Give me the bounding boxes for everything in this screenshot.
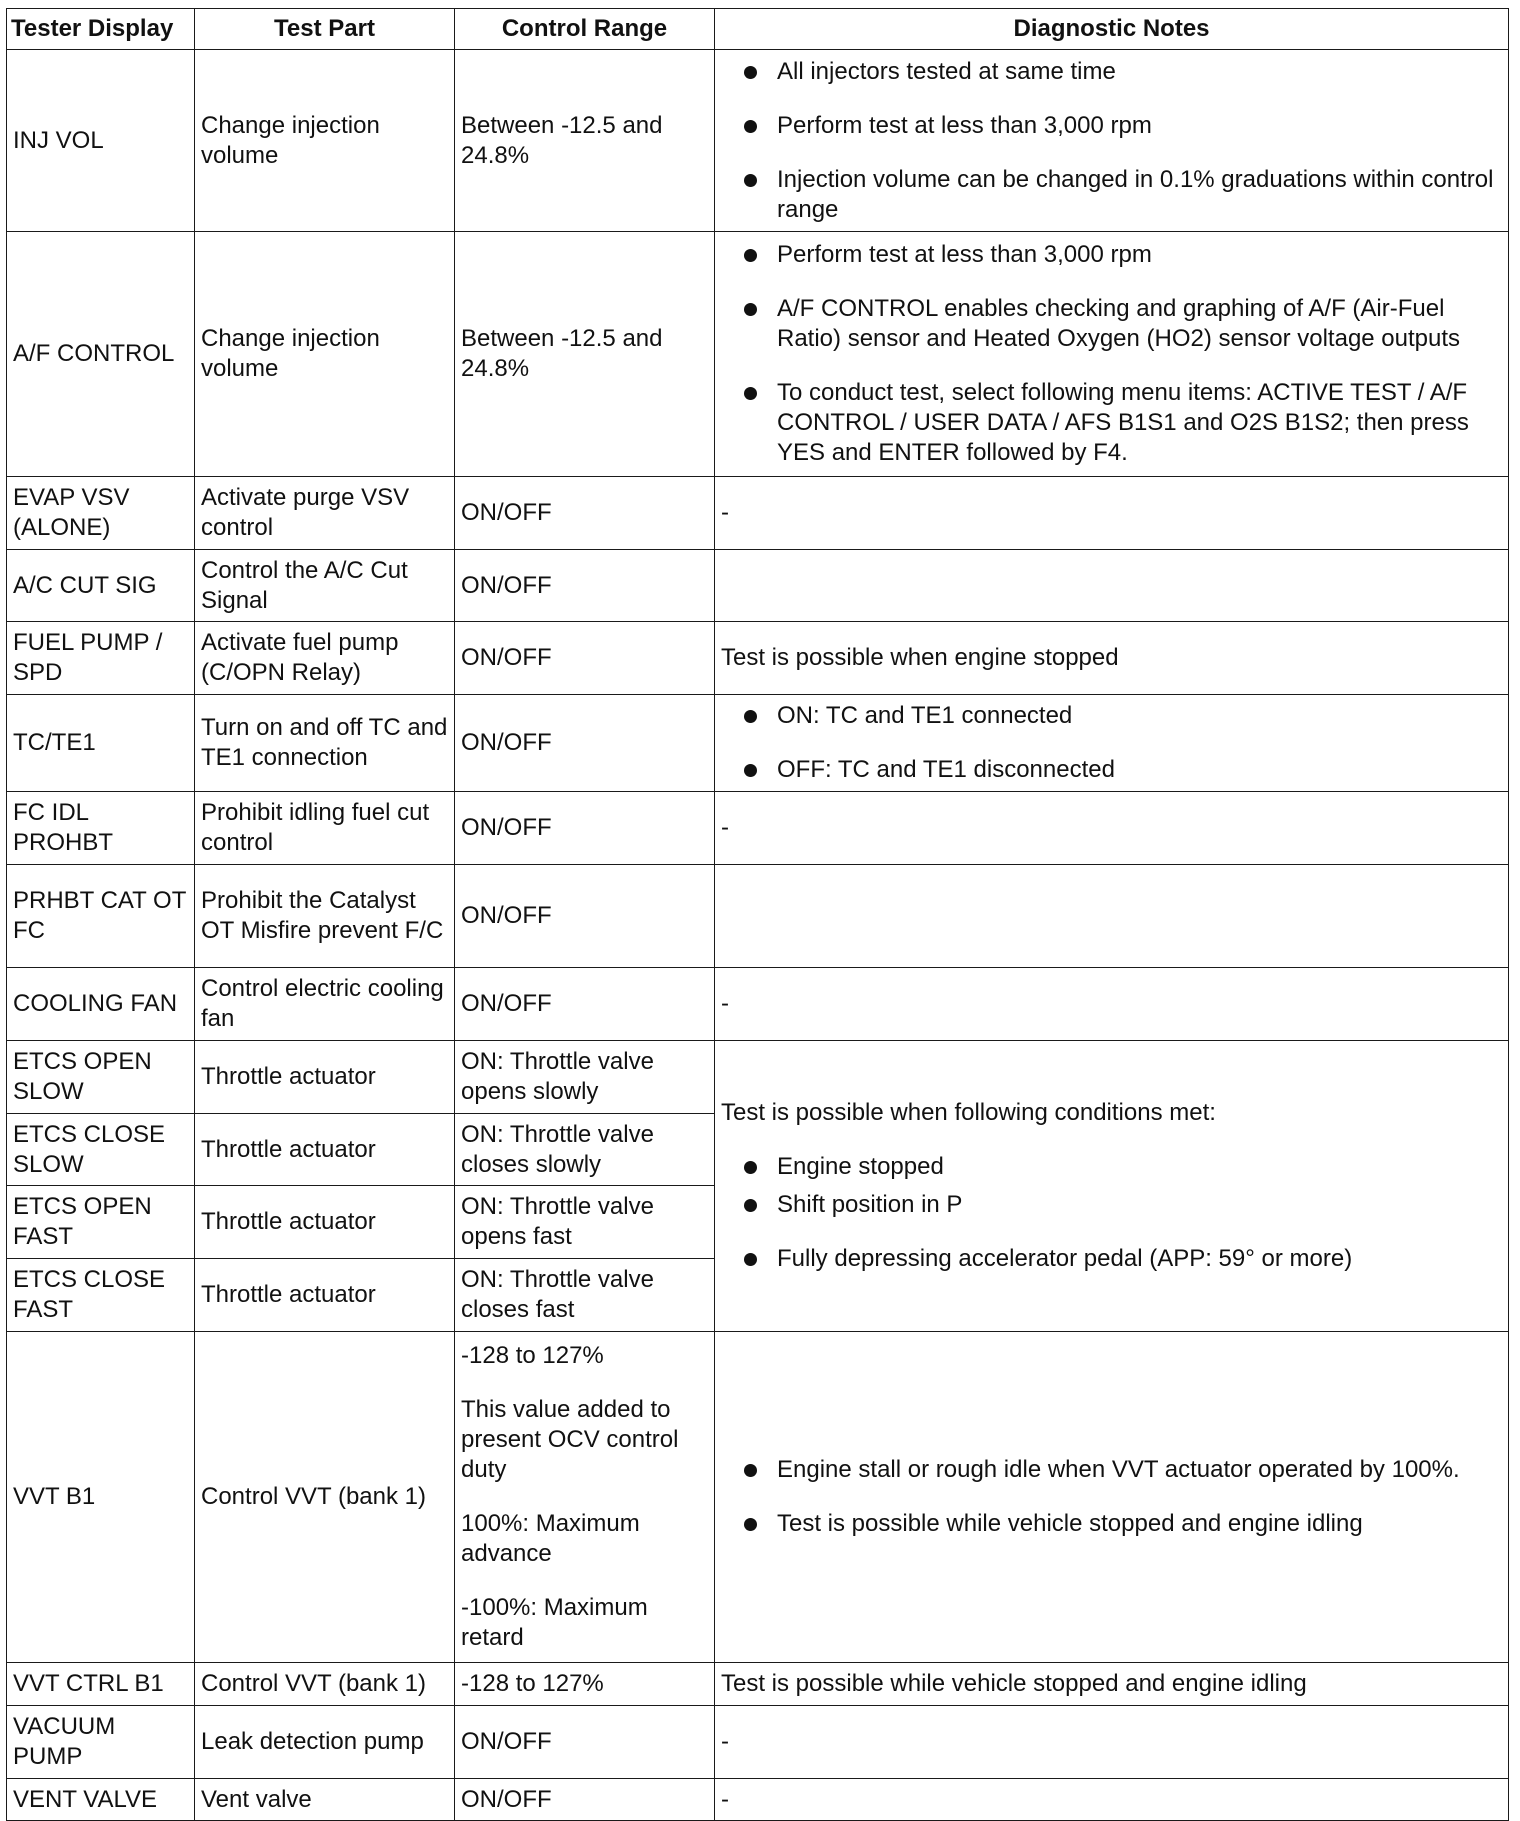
table-row [7,695,1509,792]
table-row [7,232,1509,477]
note-text: OFF: TC and TE1 disconnected [777,756,1115,783]
cell-test-part: Throttle actuator [195,1259,455,1332]
cell-test-part: Throttle actuator [195,1041,455,1114]
cell-diagnostic-notes [715,1041,1509,1332]
bullet-icon [744,387,757,400]
note-text: Injection volume can be changed in 0.1% graduations within control range [777,165,1494,223]
cell-control-range: ON: Throttle valve opens fast [455,1186,715,1259]
list-item [721,1455,1502,1485]
cell-tester-display: ETCS OPEN FAST [7,1186,195,1259]
cell-tester-display: FC IDL PROHBT [7,792,195,865]
cell-test-part: Prohibit idling fuel cut control [195,792,455,865]
cell-tester-display: VENT VALVE [7,1779,195,1821]
cell-test-part: Prohibit the Catalyst OT Misfire prevent F/C [195,865,455,968]
cell-control-range: ON/OFF [455,1779,715,1821]
cell-diagnostic-notes [715,550,1509,622]
cell-test-part: Control electric cooling fan [195,968,455,1041]
cell-diagnostic-notes [715,865,1509,968]
cell-tester-display: ETCS CLOSE SLOW [7,1114,195,1186]
cell-test-part: Control the A/C Cut Signal [195,550,455,622]
cell-tester-display: PRHBT CAT OT FC [7,865,195,968]
list-item [721,165,1502,225]
cell-control-range: ON/OFF [455,865,715,968]
cell-control-range: ON/OFF [455,792,715,865]
cell-test-part: Turn on and off TC and TE1 connection [195,695,455,792]
bullet-icon [744,1518,757,1531]
cell-control-range [455,1332,715,1663]
table-row [7,792,1509,865]
cell-diagnostic-notes [715,1332,1509,1663]
cell-tester-display: EVAP VSV (ALONE) [7,477,195,550]
cell-control-range: ON/OFF [455,477,715,550]
list-item [721,755,1502,785]
range-line: 100%: Maximum advance [461,1510,640,1567]
cell-diagnostic-notes: Test is possible when engine stopped [715,622,1509,695]
cell-diagnostic-notes: - [715,968,1509,1041]
cell-control-range: Between -12.5 and 24.8% [455,50,715,232]
notes-list [721,57,1502,225]
cell-test-part: Activate fuel pump (C/OPN Relay) [195,622,455,695]
bullet-icon [744,66,757,79]
active-test-table [6,8,1509,1821]
note-text: To conduct test, select following menu items: ACTIVE TEST / A/F CONTROL / USER DATA / AFS B1S1 and O2S B1S2; then press YES and ENTER followed by F4. [777,379,1469,466]
note-text: ON: TC and TE1 connected [777,702,1073,729]
range-line: This value added to present OCV control duty [461,1396,679,1483]
range-line: -100%: Maximum retard [461,1594,648,1651]
bullet-icon [744,1253,757,1266]
table-row [7,50,1509,232]
note-text: Test is possible while vehicle stopped and engine idling [777,1510,1363,1537]
bullet-icon [744,764,757,777]
table-row [7,865,1509,968]
bullet-icon [744,1464,757,1477]
cell-tester-display: A/F CONTROL [7,232,195,477]
cell-test-part: Change injection volume [195,50,455,232]
cell-diagnostic-notes: - [715,792,1509,865]
cell-tester-display: COOLING FAN [7,968,195,1041]
cell-control-range: ON: Throttle valve closes slowly [455,1114,715,1186]
note-text: Engine stopped [777,1153,944,1180]
cell-diagnostic-notes [715,232,1509,477]
cell-control-range: ON/OFF [455,968,715,1041]
table-row [7,477,1509,550]
cell-tester-display: ETCS OPEN SLOW [7,1041,195,1114]
cell-control-range: ON/OFF [455,695,715,792]
bullet-icon [744,1199,757,1212]
header-test-part: Test Part [195,9,455,50]
cell-tester-display: VVT B1 [7,1332,195,1663]
list-item [721,701,1502,731]
table-row [7,1041,1509,1114]
cell-control-range: ON/OFF [455,1706,715,1779]
cell-test-part: Change injection volume [195,232,455,477]
cell-control-range: ON/OFF [455,550,715,622]
cell-diagnostic-notes [715,695,1509,792]
note-text: Shift position in P [777,1191,963,1218]
table-row [7,1706,1509,1779]
cell-test-part: Activate purge VSV control [195,477,455,550]
cell-tester-display: A/C CUT SIG [7,550,195,622]
list-item [721,240,1502,270]
bullet-icon [744,710,757,723]
cell-tester-display: INJ VOL [7,50,195,232]
list-item [721,294,1502,354]
cell-diagnostic-notes: - [715,1706,1509,1779]
note-text: Perform test at less than 3,000 rpm [777,111,1152,139]
note-text: Fully depressing accelerator pedal (APP: 59° or more) [777,1245,1353,1272]
cell-diagnostic-notes: - [715,477,1509,550]
header-tester-display: Tester Display [7,9,195,50]
cell-test-part: Throttle actuator [195,1186,455,1259]
cell-tester-display: ETCS CLOSE FAST [7,1259,195,1332]
list-item [721,1190,1502,1220]
cell-control-range: -128 to 127% [455,1663,715,1706]
cell-diagnostic-notes [715,50,1509,232]
cell-test-part: Control VVT (bank 1) [195,1332,455,1663]
notes-list [721,1152,1502,1274]
header-control-range: Control Range [455,9,715,50]
list-item [721,1152,1502,1182]
list-item [721,57,1502,87]
note-text: A/F CONTROL enables checking and graphing of A/F (Air-Fuel Ratio) sensor and Heated Oxygen (HO2) sensor voltage outputs [777,295,1461,352]
note-text: Engine stall or rough idle when VVT actuator operated by 100%. [777,1456,1460,1483]
cell-test-part: Control VVT (bank 1) [195,1663,455,1706]
cell-control-range: ON: Throttle valve closes fast [455,1259,715,1332]
cell-tester-display: TC/TE1 [7,695,195,792]
table-row [7,968,1509,1041]
conditions-lead: Test is possible when following conditions met: [721,1099,1216,1126]
bullet-icon [744,1161,757,1174]
cell-test-part: Leak detection pump [195,1706,455,1779]
cell-test-part: Vent valve [195,1779,455,1821]
header-row [7,9,1509,50]
cell-tester-display: VVT CTRL B1 [7,1663,195,1706]
table-row [7,622,1509,695]
bullet-icon [744,303,757,316]
table-row [7,1779,1509,1821]
bullet-icon [744,174,757,187]
list-item [721,378,1502,468]
header-diagnostic-notes: Diagnostic Notes [715,9,1509,50]
notes-list [721,1455,1502,1539]
notes-list [721,701,1502,785]
list-item [721,1244,1502,1274]
cell-tester-display: VACUUM PUMP [7,1706,195,1779]
cell-tester-display: FUEL PUMP / SPD [7,622,195,695]
cell-control-range: Between -12.5 and 24.8% [455,232,715,477]
range-line: -128 to 127% [461,1342,604,1369]
note-text: Perform test at less than 3,000 rpm [777,241,1152,268]
cell-diagnostic-notes: - [715,1779,1509,1821]
notes-list [721,240,1502,468]
cell-control-range: ON: Throttle valve opens slowly [455,1041,715,1114]
list-item [721,1509,1502,1539]
list-item [721,111,1502,141]
bullet-icon [744,249,757,262]
table-row [7,1332,1509,1663]
bullet-icon [744,120,757,133]
table-row [7,550,1509,622]
cell-test-part: Throttle actuator [195,1114,455,1186]
cell-diagnostic-notes: Test is possible while vehicle stopped and engine idling [715,1663,1509,1706]
note-text: All injectors tested at same time [777,57,1116,85]
table-row [7,1663,1509,1706]
cell-control-range: ON/OFF [455,622,715,695]
